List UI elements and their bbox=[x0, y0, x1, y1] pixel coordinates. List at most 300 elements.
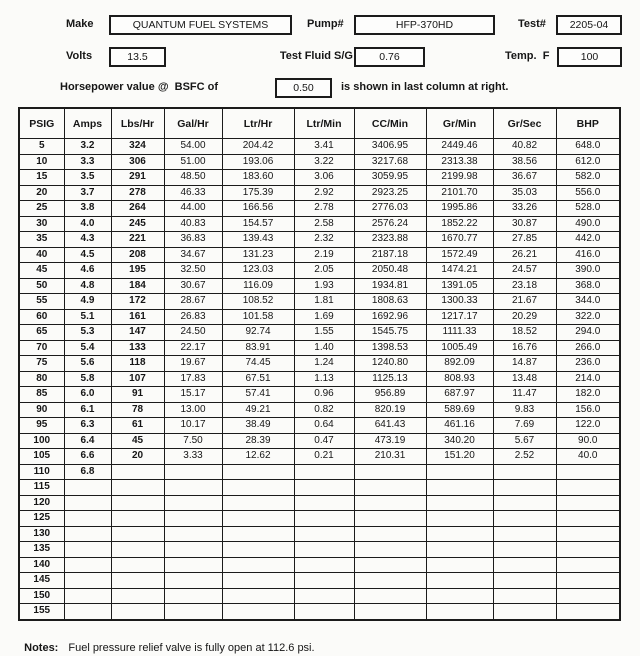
cell-ltr-min: 0.64 bbox=[294, 418, 354, 434]
cell-gal-hr: 54.00 bbox=[164, 139, 222, 155]
cell-gal-hr: 13.00 bbox=[164, 402, 222, 418]
cell-bhp: 236.0 bbox=[556, 356, 620, 372]
cell-amps: 3.8 bbox=[64, 201, 111, 217]
table-row bbox=[19, 247, 620, 263]
cell-psig: 65 bbox=[19, 325, 64, 341]
cell-amps: 6.8 bbox=[64, 464, 111, 480]
cell-amps: 6.4 bbox=[64, 433, 111, 449]
cell-gal-hr: 48.50 bbox=[164, 170, 222, 186]
col-header-psig: PSIG bbox=[19, 108, 64, 139]
cell-ltr-hr bbox=[222, 573, 294, 589]
cell-gr-min: 461.16 bbox=[426, 418, 493, 434]
cell-ltr-hr: 131.23 bbox=[222, 247, 294, 263]
col-header-cc-min: CC/Min bbox=[354, 108, 426, 139]
cell-bhp bbox=[556, 588, 620, 604]
notes-text: Fuel pressure relief valve is fully open at 112.6 psi. bbox=[68, 642, 315, 654]
table-row bbox=[19, 418, 620, 434]
cell-bhp: 648.0 bbox=[556, 139, 620, 155]
cell-amps: 4.3 bbox=[64, 232, 111, 248]
table-row bbox=[19, 294, 620, 310]
cell-ltr-min: 3.22 bbox=[294, 154, 354, 170]
cell-gal-hr bbox=[164, 588, 222, 604]
table-row bbox=[19, 139, 620, 155]
cell-psig: 5 bbox=[19, 139, 64, 155]
cell-gr-sec: 2.52 bbox=[493, 449, 556, 465]
cell-gr-sec: 36.67 bbox=[493, 170, 556, 186]
cell-gal-hr bbox=[164, 557, 222, 573]
cell-bhp: 612.0 bbox=[556, 154, 620, 170]
cell-lbs-hr bbox=[111, 588, 164, 604]
cell-gal-hr: 51.00 bbox=[164, 154, 222, 170]
table-row bbox=[19, 278, 620, 294]
cell-lbs-hr bbox=[111, 542, 164, 558]
cell-cc-min: 1934.81 bbox=[354, 278, 426, 294]
cell-cc-min: 2050.48 bbox=[354, 263, 426, 279]
cell-lbs-hr: 195 bbox=[111, 263, 164, 279]
cell-ltr-min: 2.32 bbox=[294, 232, 354, 248]
cell-bhp bbox=[556, 526, 620, 542]
cell-gr-sec: 35.03 bbox=[493, 185, 556, 201]
cell-gr-sec: 27.85 bbox=[493, 232, 556, 248]
cell-ltr-hr: 57.41 bbox=[222, 387, 294, 403]
cell-lbs-hr: 91 bbox=[111, 387, 164, 403]
cell-gr-sec bbox=[493, 542, 556, 558]
cell-lbs-hr bbox=[111, 557, 164, 573]
cell-ltr-min: 1.24 bbox=[294, 356, 354, 372]
cell-bhp: 556.0 bbox=[556, 185, 620, 201]
cell-bhp: 214.0 bbox=[556, 371, 620, 387]
cell-psig: 110 bbox=[19, 464, 64, 480]
cell-ltr-hr: 38.49 bbox=[222, 418, 294, 434]
table-row bbox=[19, 573, 620, 589]
table-row bbox=[19, 340, 620, 356]
cell-amps: 3.2 bbox=[64, 139, 111, 155]
cell-psig: 115 bbox=[19, 480, 64, 496]
cell-bhp bbox=[556, 573, 620, 589]
cell-psig: 95 bbox=[19, 418, 64, 434]
cell-ltr-hr bbox=[222, 557, 294, 573]
cell-ltr-hr bbox=[222, 604, 294, 620]
cell-gr-sec bbox=[493, 495, 556, 511]
cell-lbs-hr bbox=[111, 526, 164, 542]
cell-lbs-hr bbox=[111, 604, 164, 620]
cell-gr-min: 1474.21 bbox=[426, 263, 493, 279]
cell-lbs-hr: 61 bbox=[111, 418, 164, 434]
cell-gal-hr bbox=[164, 526, 222, 542]
cell-amps: 5.8 bbox=[64, 371, 111, 387]
table-row bbox=[19, 387, 620, 403]
cell-gr-min bbox=[426, 542, 493, 558]
table-row bbox=[19, 325, 620, 341]
cell-ltr-hr: 74.45 bbox=[222, 356, 294, 372]
cell-gr-min: 151.20 bbox=[426, 449, 493, 465]
cell-gal-hr bbox=[164, 542, 222, 558]
cell-cc-min: 956.89 bbox=[354, 387, 426, 403]
cell-amps: 6.1 bbox=[64, 402, 111, 418]
col-header-gr-min: Gr/Min bbox=[426, 108, 493, 139]
cell-ltr-hr: 101.58 bbox=[222, 309, 294, 325]
cell-gr-sec: 33.26 bbox=[493, 201, 556, 217]
cell-amps bbox=[64, 542, 111, 558]
cell-lbs-hr: 147 bbox=[111, 325, 164, 341]
table-row bbox=[19, 216, 620, 232]
cell-psig: 25 bbox=[19, 201, 64, 217]
cell-amps: 3.7 bbox=[64, 185, 111, 201]
cell-ltr-hr: 175.39 bbox=[222, 185, 294, 201]
table-row bbox=[19, 557, 620, 573]
cell-gr-min: 1670.77 bbox=[426, 232, 493, 248]
cell-cc-min bbox=[354, 604, 426, 620]
table-row bbox=[19, 201, 620, 217]
cell-psig: 30 bbox=[19, 216, 64, 232]
cell-cc-min: 2576.24 bbox=[354, 216, 426, 232]
cell-cc-min bbox=[354, 526, 426, 542]
cell-gr-sec: 26.21 bbox=[493, 247, 556, 263]
cell-cc-min: 3406.95 bbox=[354, 139, 426, 155]
cell-cc-min: 2776.03 bbox=[354, 201, 426, 217]
cell-gal-hr: 32.50 bbox=[164, 263, 222, 279]
cell-psig: 40 bbox=[19, 247, 64, 263]
table-header bbox=[19, 108, 620, 139]
cell-bhp bbox=[556, 480, 620, 496]
cell-ltr-min: 1.13 bbox=[294, 371, 354, 387]
cell-ltr-min: 0.21 bbox=[294, 449, 354, 465]
cell-gal-hr: 19.67 bbox=[164, 356, 222, 372]
col-header-ltr-hr: Ltr/Hr bbox=[222, 108, 294, 139]
notes-line bbox=[18, 630, 315, 654]
cell-bhp: 294.0 bbox=[556, 325, 620, 341]
cell-ltr-min: 0.82 bbox=[294, 402, 354, 418]
cell-gr-min bbox=[426, 526, 493, 542]
cell-ltr-hr: 123.03 bbox=[222, 263, 294, 279]
cell-psig: 20 bbox=[19, 185, 64, 201]
cell-cc-min: 1240.80 bbox=[354, 356, 426, 372]
cell-cc-min: 1808.63 bbox=[354, 294, 426, 310]
cell-amps bbox=[64, 511, 111, 527]
cell-gr-min bbox=[426, 557, 493, 573]
col-header-ltr-min: Ltr/Min bbox=[294, 108, 354, 139]
cell-cc-min: 2323.88 bbox=[354, 232, 426, 248]
cell-ltr-min: 1.40 bbox=[294, 340, 354, 356]
cell-gr-min bbox=[426, 480, 493, 496]
cell-bhp: 490.0 bbox=[556, 216, 620, 232]
cell-lbs-hr: 45 bbox=[111, 433, 164, 449]
cell-cc-min bbox=[354, 495, 426, 511]
cell-psig: 85 bbox=[19, 387, 64, 403]
cell-ltr-hr bbox=[222, 495, 294, 511]
cell-ltr-min: 0.47 bbox=[294, 433, 354, 449]
cell-ltr-hr bbox=[222, 542, 294, 558]
cell-psig: 10 bbox=[19, 154, 64, 170]
cell-psig: 125 bbox=[19, 511, 64, 527]
cell-psig: 70 bbox=[19, 340, 64, 356]
cell-amps: 5.6 bbox=[64, 356, 111, 372]
make-field: QUANTUM FUEL SYSTEMS bbox=[109, 15, 292, 35]
cell-amps bbox=[64, 604, 111, 620]
cell-gal-hr bbox=[164, 480, 222, 496]
cell-bhp: 416.0 bbox=[556, 247, 620, 263]
cell-gal-hr bbox=[164, 464, 222, 480]
cell-gr-sec bbox=[493, 511, 556, 527]
cell-amps: 6.3 bbox=[64, 418, 111, 434]
cell-psig: 15 bbox=[19, 170, 64, 186]
pump-number-label: Pump# bbox=[307, 18, 344, 30]
cell-gal-hr: 7.50 bbox=[164, 433, 222, 449]
cell-lbs-hr: 161 bbox=[111, 309, 164, 325]
cell-cc-min bbox=[354, 557, 426, 573]
cell-cc-min: 641.43 bbox=[354, 418, 426, 434]
cell-gal-hr bbox=[164, 573, 222, 589]
cell-bhp: 266.0 bbox=[556, 340, 620, 356]
cell-lbs-hr: 107 bbox=[111, 371, 164, 387]
cell-gr-min: 1300.33 bbox=[426, 294, 493, 310]
cell-gr-min bbox=[426, 588, 493, 604]
cell-cc-min: 1125.13 bbox=[354, 371, 426, 387]
test-number-label: Test# bbox=[518, 18, 546, 30]
cell-lbs-hr: 172 bbox=[111, 294, 164, 310]
table-row bbox=[19, 309, 620, 325]
cell-psig: 120 bbox=[19, 495, 64, 511]
cell-gal-hr: 30.67 bbox=[164, 278, 222, 294]
cell-amps: 4.6 bbox=[64, 263, 111, 279]
cell-gr-min: 1391.05 bbox=[426, 278, 493, 294]
table-body bbox=[19, 139, 620, 620]
cell-bhp: 156.0 bbox=[556, 402, 620, 418]
cell-amps bbox=[64, 588, 111, 604]
cell-psig: 155 bbox=[19, 604, 64, 620]
cell-ltr-min: 2.58 bbox=[294, 216, 354, 232]
cell-ltr-min: 0.96 bbox=[294, 387, 354, 403]
col-header-gal-hr: Gal/Hr bbox=[164, 108, 222, 139]
cell-amps bbox=[64, 526, 111, 542]
cell-bhp: 442.0 bbox=[556, 232, 620, 248]
cell-gr-min bbox=[426, 573, 493, 589]
cell-ltr-min bbox=[294, 604, 354, 620]
cell-cc-min: 820.19 bbox=[354, 402, 426, 418]
cell-ltr-hr: 183.60 bbox=[222, 170, 294, 186]
cell-bhp bbox=[556, 604, 620, 620]
cell-amps bbox=[64, 557, 111, 573]
cell-gr-min: 687.97 bbox=[426, 387, 493, 403]
cell-ltr-hr: 83.91 bbox=[222, 340, 294, 356]
cell-gr-sec: 20.29 bbox=[493, 309, 556, 325]
cell-lbs-hr bbox=[111, 511, 164, 527]
cell-lbs-hr: 324 bbox=[111, 139, 164, 155]
make-label: Make bbox=[66, 18, 94, 30]
table-row bbox=[19, 356, 620, 372]
cell-psig: 145 bbox=[19, 573, 64, 589]
cell-amps: 5.1 bbox=[64, 309, 111, 325]
cell-lbs-hr: 184 bbox=[111, 278, 164, 294]
cell-gr-sec: 14.87 bbox=[493, 356, 556, 372]
cell-gal-hr: 44.00 bbox=[164, 201, 222, 217]
cell-lbs-hr: 78 bbox=[111, 402, 164, 418]
cell-psig: 100 bbox=[19, 433, 64, 449]
cell-bhp: 122.0 bbox=[556, 418, 620, 434]
cell-ltr-min bbox=[294, 557, 354, 573]
cell-ltr-hr bbox=[222, 480, 294, 496]
cell-gal-hr: 40.83 bbox=[164, 216, 222, 232]
cell-ltr-hr: 28.39 bbox=[222, 433, 294, 449]
cell-bhp bbox=[556, 542, 620, 558]
cell-bhp: 582.0 bbox=[556, 170, 620, 186]
cell-bhp bbox=[556, 511, 620, 527]
cell-gr-sec bbox=[493, 526, 556, 542]
cell-gal-hr: 26.83 bbox=[164, 309, 222, 325]
cell-lbs-hr: 264 bbox=[111, 201, 164, 217]
cell-bhp: 182.0 bbox=[556, 387, 620, 403]
cell-cc-min: 473.19 bbox=[354, 433, 426, 449]
cell-ltr-min: 2.05 bbox=[294, 263, 354, 279]
cell-bhp: 528.0 bbox=[556, 201, 620, 217]
bsfc-field: 0.50 bbox=[275, 78, 332, 98]
cell-gal-hr: 22.17 bbox=[164, 340, 222, 356]
cell-amps: 4.8 bbox=[64, 278, 111, 294]
cell-gr-min: 1852.22 bbox=[426, 216, 493, 232]
cell-gr-min: 1995.86 bbox=[426, 201, 493, 217]
cell-lbs-hr: 291 bbox=[111, 170, 164, 186]
cell-gr-min bbox=[426, 464, 493, 480]
cell-ltr-min: 1.55 bbox=[294, 325, 354, 341]
pump-number-field: HFP-370HD bbox=[354, 15, 495, 35]
cell-gal-hr: 46.33 bbox=[164, 185, 222, 201]
cell-gr-sec: 13.48 bbox=[493, 371, 556, 387]
cell-psig: 35 bbox=[19, 232, 64, 248]
cell-gal-hr bbox=[164, 511, 222, 527]
cell-cc-min: 1545.75 bbox=[354, 325, 426, 341]
cell-amps: 4.0 bbox=[64, 216, 111, 232]
table-row bbox=[19, 604, 620, 620]
table-row bbox=[19, 495, 620, 511]
cell-psig: 45 bbox=[19, 263, 64, 279]
cell-gr-sec bbox=[493, 588, 556, 604]
cell-bhp: 90.0 bbox=[556, 433, 620, 449]
cell-ltr-min bbox=[294, 526, 354, 542]
test-fluid-sg-field: 0.76 bbox=[354, 47, 425, 67]
table-row bbox=[19, 371, 620, 387]
cell-gal-hr: 15.17 bbox=[164, 387, 222, 403]
cell-ltr-min: 1.93 bbox=[294, 278, 354, 294]
cell-gr-sec bbox=[493, 480, 556, 496]
table-row bbox=[19, 402, 620, 418]
cell-cc-min bbox=[354, 573, 426, 589]
cell-gr-sec bbox=[493, 557, 556, 573]
table-header-row bbox=[19, 108, 620, 139]
cell-ltr-hr bbox=[222, 511, 294, 527]
cell-gr-sec: 23.18 bbox=[493, 278, 556, 294]
col-header-gr-sec: Gr/Sec bbox=[493, 108, 556, 139]
cell-bhp bbox=[556, 495, 620, 511]
cell-ltr-min bbox=[294, 542, 354, 558]
cell-psig: 135 bbox=[19, 542, 64, 558]
cell-gal-hr: 34.67 bbox=[164, 247, 222, 263]
cell-lbs-hr: 133 bbox=[111, 340, 164, 356]
cell-gal-hr: 24.50 bbox=[164, 325, 222, 341]
cell-gal-hr: 3.33 bbox=[164, 449, 222, 465]
cell-psig: 60 bbox=[19, 309, 64, 325]
temp-label: Temp. F bbox=[505, 50, 550, 62]
col-header-lbs-hr: Lbs/Hr bbox=[111, 108, 164, 139]
pump-flow-table bbox=[18, 107, 621, 621]
cell-gr-sec: 16.76 bbox=[493, 340, 556, 356]
cell-gal-hr: 17.83 bbox=[164, 371, 222, 387]
cell-ltr-min: 2.92 bbox=[294, 185, 354, 201]
cell-ltr-hr: 204.42 bbox=[222, 139, 294, 155]
cell-amps: 5.4 bbox=[64, 340, 111, 356]
cell-amps: 4.9 bbox=[64, 294, 111, 310]
cell-lbs-hr: 278 bbox=[111, 185, 164, 201]
table-row bbox=[19, 542, 620, 558]
table-row bbox=[19, 511, 620, 527]
cell-bhp bbox=[556, 464, 620, 480]
table-row bbox=[19, 464, 620, 480]
cell-amps bbox=[64, 495, 111, 511]
cell-gr-min: 589.69 bbox=[426, 402, 493, 418]
cell-ltr-hr bbox=[222, 526, 294, 542]
cell-gr-sec: 24.57 bbox=[493, 263, 556, 279]
test-fluid-sg-label: Test Fluid S/G bbox=[279, 50, 353, 62]
cell-gr-min bbox=[426, 495, 493, 511]
horsepower-note-prefix: Horsepower value @ BSFC of bbox=[60, 81, 219, 93]
cell-cc-min bbox=[354, 542, 426, 558]
cell-ltr-min: 3.06 bbox=[294, 170, 354, 186]
cell-psig: 55 bbox=[19, 294, 64, 310]
table-row bbox=[19, 588, 620, 604]
cell-lbs-hr bbox=[111, 573, 164, 589]
cell-gr-sec bbox=[493, 464, 556, 480]
notes-label: Notes: bbox=[24, 642, 59, 654]
cell-gr-sec: 9.83 bbox=[493, 402, 556, 418]
cell-gr-sec: 21.67 bbox=[493, 294, 556, 310]
cell-ltr-min bbox=[294, 495, 354, 511]
cell-amps: 3.5 bbox=[64, 170, 111, 186]
cell-gr-sec: 18.52 bbox=[493, 325, 556, 341]
cell-ltr-hr: 154.57 bbox=[222, 216, 294, 232]
cell-gr-sec: 11.47 bbox=[493, 387, 556, 403]
cell-ltr-hr: 92.74 bbox=[222, 325, 294, 341]
cell-psig: 150 bbox=[19, 588, 64, 604]
cell-cc-min bbox=[354, 588, 426, 604]
cell-gr-min: 808.93 bbox=[426, 371, 493, 387]
volts-label: Volts bbox=[66, 50, 93, 62]
cell-ltr-hr: 139.43 bbox=[222, 232, 294, 248]
cell-ltr-hr bbox=[222, 464, 294, 480]
cell-ltr-min: 3.41 bbox=[294, 139, 354, 155]
cell-bhp: 322.0 bbox=[556, 309, 620, 325]
cell-psig: 50 bbox=[19, 278, 64, 294]
cell-gr-sec bbox=[493, 604, 556, 620]
cell-amps: 3.3 bbox=[64, 154, 111, 170]
cell-ltr-min bbox=[294, 480, 354, 496]
test-number-field: 2205-04 bbox=[556, 15, 622, 35]
cell-psig: 90 bbox=[19, 402, 64, 418]
cell-ltr-min bbox=[294, 464, 354, 480]
table-row bbox=[19, 185, 620, 201]
cell-gr-min: 1572.49 bbox=[426, 247, 493, 263]
cell-cc-min: 1398.53 bbox=[354, 340, 426, 356]
table-row bbox=[19, 480, 620, 496]
cell-bhp: 390.0 bbox=[556, 263, 620, 279]
cell-gr-sec: 7.69 bbox=[493, 418, 556, 434]
cell-gr-min: 892.09 bbox=[426, 356, 493, 372]
cell-psig: 105 bbox=[19, 449, 64, 465]
cell-bhp: 368.0 bbox=[556, 278, 620, 294]
cell-gal-hr: 10.17 bbox=[164, 418, 222, 434]
cell-lbs-hr: 306 bbox=[111, 154, 164, 170]
cell-gr-sec bbox=[493, 573, 556, 589]
cell-psig: 80 bbox=[19, 371, 64, 387]
cell-gal-hr bbox=[164, 495, 222, 511]
